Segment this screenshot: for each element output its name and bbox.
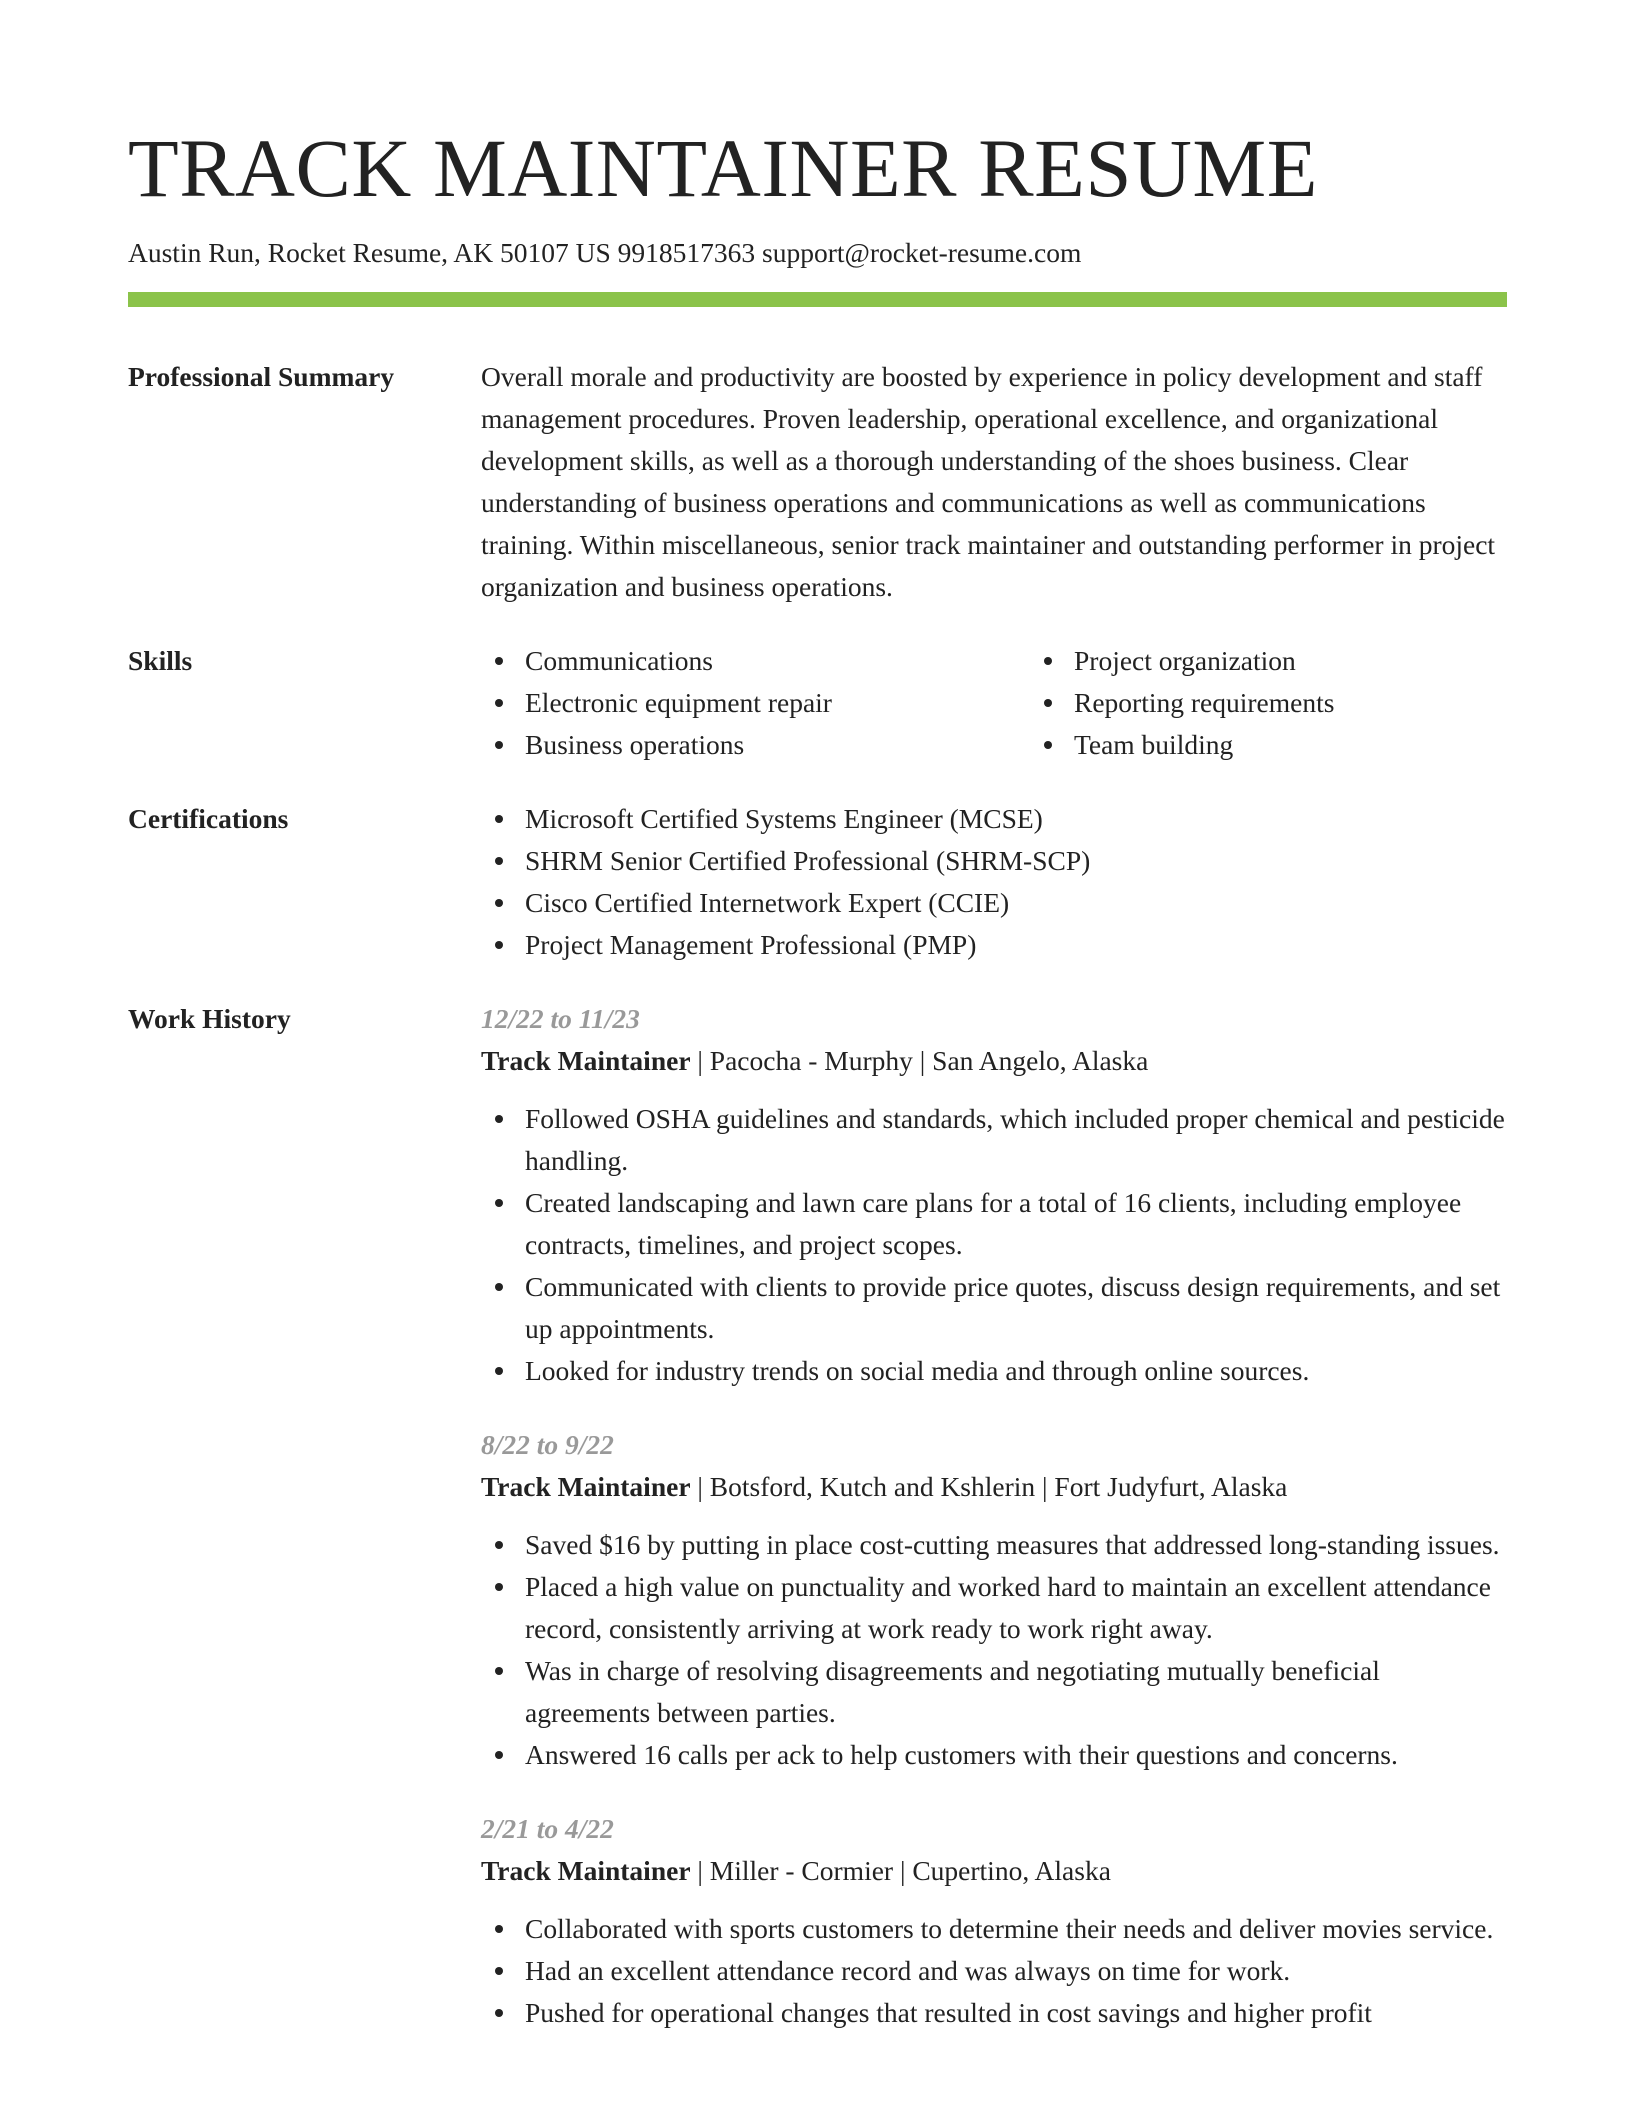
- job-bullet: Collaborated with sports customers to determine their needs and deliver movies service.: [525, 1908, 1507, 1950]
- job-entry: [481, 1424, 1507, 1776]
- section-label-skills: Skills: [128, 645, 193, 676]
- job-heading: [481, 1040, 1507, 1082]
- skills-section: [128, 640, 1507, 766]
- job-bullet: Had an excellent attendance record and was always on time for work.: [525, 1950, 1507, 1992]
- skill-item: Business operations: [525, 724, 1030, 766]
- job-company-location: | Miller - Cormier | Cupertino, Alaska: [690, 1855, 1111, 1886]
- job-bullet: Created landscaping and lawn care plans for a total of 16 clients, including employee contracts, timelines, and project scopes.: [525, 1182, 1507, 1266]
- accent-divider: [128, 292, 1507, 307]
- skill-item: Communications: [525, 640, 1030, 682]
- skills-list-column-1: [481, 640, 1030, 766]
- job-heading: [481, 1850, 1507, 1892]
- skill-item: Electronic equipment repair: [525, 682, 1030, 724]
- resume-page: [128, 0, 1507, 2034]
- job-bullets: [481, 1098, 1507, 1392]
- job-entry: [481, 1808, 1507, 2034]
- certification-item: Microsoft Certified Systems Engineer (MCSE): [525, 798, 1507, 840]
- job-bullet: Followed OSHA guidelines and standards, which included proper chemical and pesticide handling.: [525, 1098, 1507, 1182]
- certification-item: SHRM Senior Certified Professional (SHRM-SCP): [525, 840, 1507, 882]
- resume-title: TRACK MAINTAINER RESUME: [128, 122, 1318, 214]
- skill-item: Reporting requirements: [1074, 682, 1579, 724]
- professional-summary-section: [128, 356, 1507, 608]
- job-dates: 2/21 to 4/22: [481, 1813, 614, 1844]
- job-dates: 12/22 to 11/23: [481, 1003, 640, 1034]
- job-bullet: Communicated with clients to provide price quotes, discuss design requirements, and set up appointments.: [525, 1266, 1507, 1350]
- certification-item: Cisco Certified Internetwork Expert (CCIE): [525, 882, 1507, 924]
- work-history-section: [128, 998, 1507, 2034]
- certification-item: Project Management Professional (PMP): [525, 924, 1507, 966]
- job-bullet: Pushed for operational changes that resulted in cost savings and higher profit: [525, 1992, 1507, 2034]
- section-label-summary: Professional Summary: [128, 361, 395, 392]
- job-heading: [481, 1466, 1507, 1508]
- job-bullet: Saved $16 by putting in place cost-cutting measures that addressed long-standing issues.: [525, 1524, 1507, 1566]
- job-bullets: [481, 1524, 1507, 1776]
- summary-text: Overall morale and productivity are boosted by experience in policy development and staff management procedures. Proven leadership, operational excellence, and organizational development skills, as well as a thorough understanding of the shoes business. Clear understanding of business operations and communications as well as communications training. Within miscellaneous, senior track maintainer and outstanding performer in project organization and business operations.: [481, 361, 1496, 602]
- job-bullet: Looked for industry trends on social media and through online sources.: [525, 1350, 1507, 1392]
- job-title: Track Maintainer: [481, 1045, 691, 1076]
- job-dates: 8/22 to 9/22: [481, 1429, 614, 1460]
- job-title: Track Maintainer: [481, 1471, 691, 1502]
- certifications-section: [128, 798, 1507, 966]
- job-company-location: | Botsford, Kutch and Kshlerin | Fort Judyfurt, Alaska: [690, 1471, 1288, 1502]
- job-company-location: | Pacocha - Murphy | San Angelo, Alaska: [690, 1045, 1149, 1076]
- job-bullet: Answered 16 calls per ack to help customers with their questions and concerns.: [525, 1734, 1507, 1776]
- skill-item: Project organization: [1074, 640, 1579, 682]
- contact-line: Austin Run, Rocket Resume, AK 50107 US 9918517363 support@rocket-resume.com: [128, 237, 1082, 268]
- skill-item: Team building: [1074, 724, 1579, 766]
- job-bullet: Was in charge of resolving disagreements and negotiating mutually beneficial agreements between parties.: [525, 1650, 1507, 1734]
- job-bullets: [481, 1908, 1507, 2034]
- job-bullet: Placed a high value on punctuality and worked hard to maintain an excellent attendance record, consistently arriving at work ready to work right away.: [525, 1566, 1507, 1650]
- section-label-work-history: Work History: [128, 1003, 291, 1034]
- skills-list-column-2: [1030, 640, 1579, 766]
- section-label-certifications: Certifications: [128, 803, 289, 834]
- job-title: Track Maintainer: [481, 1855, 691, 1886]
- job-entry: [481, 998, 1507, 1392]
- certifications-list: [481, 798, 1507, 966]
